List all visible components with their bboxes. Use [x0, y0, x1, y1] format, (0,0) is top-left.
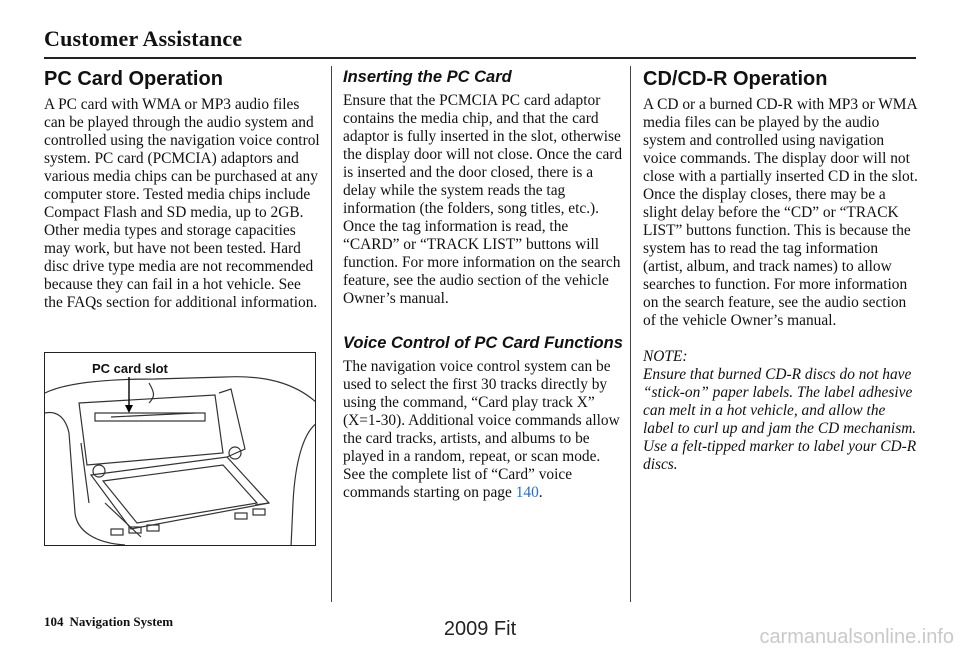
body-text-end: . — [538, 484, 543, 501]
section-heading: Inserting the PC Card — [343, 68, 512, 86]
figure-label: PC card slot — [89, 361, 171, 376]
header-rule — [44, 57, 916, 59]
body-text — [343, 358, 623, 502]
column-inserting-pc-card — [343, 66, 623, 502]
footer-section: Navigation System — [69, 614, 174, 629]
body-text: A PC card with WMA or MP3 audio files can be played through the audio system and controlled using the navigation voice control system. PC card (PCMCIA) adaptors and various media chips can be purchased at any computer store. Tested media chips include Compact Flash and SD media, up to 2GB. Other media types and storage capacities may work, but have not been tested. Hard disc drive type media are not recommended because they can fail in a hot vehicle. See the FAQs section for additional information. — [44, 96, 320, 311]
section-heading: PC Card Operation — [44, 68, 223, 90]
column-cd-operation — [643, 66, 919, 474]
pc-card-slot-illustration — [44, 352, 316, 546]
page-link[interactable]: 140 — [515, 484, 539, 501]
dashboard-unit-drawing — [45, 353, 316, 546]
site-watermark: carmanualsonline.info — [759, 626, 954, 648]
column-divider — [331, 66, 332, 602]
section-heading: Voice Control of PC Card Functions — [343, 334, 623, 352]
model-watermark: 2009 Fit — [443, 618, 517, 640]
column-divider — [630, 66, 631, 602]
body-text-main: The navigation voice control system can be used to select the first 30 tracks directly by using the command, “Card play track X” (X=1-30). Additional voice commands allow the card tracks, artists, and albums to be played in a random, repeat, or scan mode. See the complete list of “Card” voice commands starting on page — [343, 358, 620, 501]
note-label: NOTE: — [643, 348, 688, 365]
body-text: Ensure that the PCMCIA PC card adaptor contains the media chip, and that the card adaptor is fully inserted in the slot, otherwise the display door will not close. Once the card is inserted and the door closed, there is a delay while the system reads the tag information (the folders, song titles, etc.). Once the tag information is read, the “CARD” or “TRACK LIST” buttons will function. For more information on the search feature, see the audio section of the vehicle Owner’s manual. — [343, 92, 623, 307]
page-header-title: Customer Assistance — [44, 26, 243, 51]
body-text: A CD or a burned CD-R with MP3 or WMA media files can be played by the audio system and controlled using navigation voice commands. The display door will not close with a partially inserted CD in the slot. Once the display closes, there may be a slight delay before the “CD” or “TRACK LIST” buttons function. This is because the system has to read the tag information (artist, album, and track names) to allow searches to function. For more information on the search feature, see the audio section of the vehicle Owner’s manual. — [643, 96, 918, 329]
note-text: Ensure that burned CD-R discs do not have “stick-on” paper labels. The label adhesive can melt in a hot vehicle, and allow the label to curl up and jam the CD mechanism. Use a felt-tipped marker to label your CD-R discs. — [643, 366, 917, 473]
page-number: 104 — [44, 614, 64, 629]
section-heading: CD/CD-R Operation — [643, 68, 828, 90]
column-pc-card-operation — [44, 66, 320, 312]
